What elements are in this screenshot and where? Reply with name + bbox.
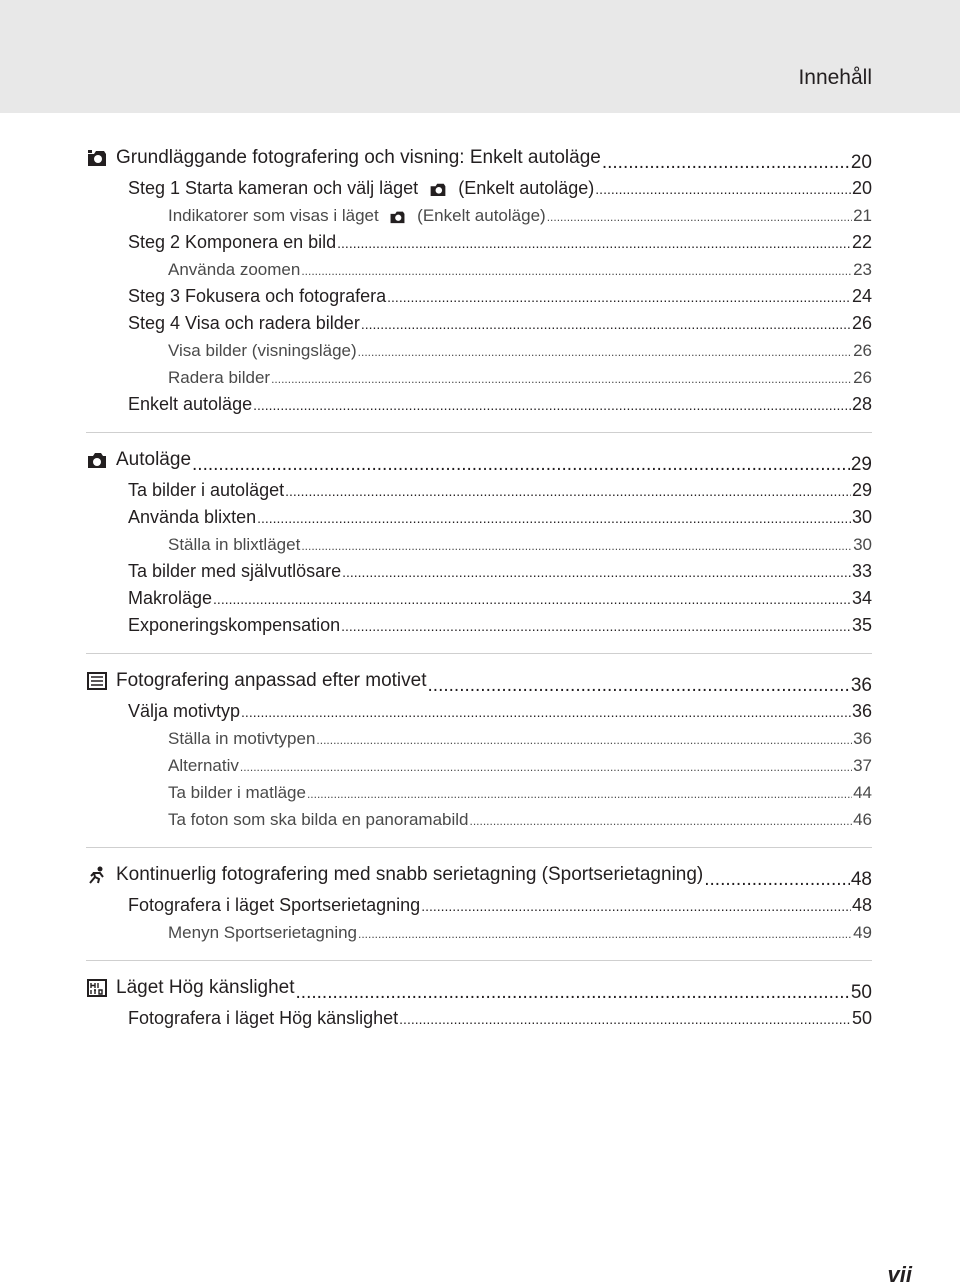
toc-page-number: 36 [851, 701, 872, 721]
toc-page-number: 29 [851, 480, 872, 500]
toc-page-number: 49 [853, 923, 872, 942]
easy-auto-mode-icon [86, 148, 108, 168]
table-of-contents [86, 137, 872, 1046]
camera-auto-mode-icon [86, 450, 108, 470]
sport-continuous-icon [86, 865, 108, 885]
toc-page-number: 28 [851, 394, 872, 414]
toc-entry[interactable]: Menyn Sportserietagning ..... 49 [86, 919, 872, 946]
header-title: Innehåll [798, 66, 872, 89]
toc-entry[interactable]: Steg 1 Starta kameran och välj läget (Enkelt autoläge) ..... 20 [86, 175, 872, 202]
toc-page-number: 20 [850, 152, 872, 173]
toc-entry[interactable]: Steg 4 Visa och radera bilder ..... 26 [86, 310, 872, 337]
toc-section-sport [86, 847, 872, 960]
toc-page-number: 50 [850, 982, 872, 1003]
toc-entry[interactable]: Ta bilder med självutlösare ..... 33 [86, 558, 872, 585]
toc-entry[interactable]: Använda blixten ..... 30 [86, 504, 872, 531]
toc-page-number: 29 [850, 454, 872, 475]
toc-entry[interactable]: Visa bilder (visningsläge) ..... 26 [86, 337, 872, 364]
toc-section-auto [86, 432, 872, 653]
toc-entry[interactable]: Radera bilder ..... 26 [86, 364, 872, 391]
toc-page-number: 48 [851, 895, 872, 915]
toc-page-number: 46 [853, 810, 872, 829]
toc-entry[interactable]: Ta foton som ska bilda en panoramabild ..... 46 [86, 806, 872, 833]
toc-section-scene [86, 653, 872, 847]
high-sensitivity-icon [86, 978, 108, 998]
toc-chapter-title: Kontinuerlig fotografering med snabb serietagning (Sportserietagning) [116, 864, 704, 885]
toc-page-number: 30 [853, 535, 872, 554]
toc-page-number: 26 [851, 313, 872, 333]
easy-auto-mode-icon [389, 209, 406, 225]
toc-page-number: 36 [853, 729, 872, 748]
toc-entry[interactable]: Ta bilder i autoläget ..... 29 [86, 477, 872, 504]
toc-page-number: 21 [853, 206, 872, 225]
toc-page-number: 26 [853, 341, 872, 360]
toc-section-easy-auto [86, 141, 872, 432]
page-header [0, 0, 960, 113]
toc-page-number: 24 [851, 286, 872, 306]
toc-entry[interactable]: Steg 2 Komponera en bild ..... 22 [86, 229, 872, 256]
page-number: vii [887, 1262, 912, 1287]
toc-page-number: 48 [850, 869, 872, 890]
toc-entry[interactable]: Fotografera i läget Sportserietagning ..... 48 [86, 892, 872, 919]
toc-chapter-entry[interactable] [86, 858, 872, 892]
toc-chapter-entry[interactable] [86, 141, 872, 175]
toc-entry[interactable]: Ställa in motivtypen ..... 36 [86, 725, 872, 752]
toc-page-number: 50 [851, 1008, 872, 1028]
toc-page-number: 30 [851, 507, 872, 527]
toc-page-number: 37 [853, 756, 872, 775]
toc-chapter-title: Fotografering anpassad efter motivet [116, 670, 427, 691]
toc-entry[interactable]: Makroläge ..... 34 [86, 585, 872, 612]
toc-page-number: 35 [851, 615, 872, 635]
toc-entry[interactable]: Indikatorer som visas i läget (Enkelt autoläge) ..... 21 [86, 202, 872, 229]
toc-chapter-title: Grundläggande fotografering och visning: Enkelt autoläge [116, 147, 601, 168]
toc-chapter-title: Läget Hög känslighet [116, 977, 295, 998]
toc-entry[interactable]: Använda zoomen ..... 23 [86, 256, 872, 283]
toc-entry[interactable]: Enkelt autoläge ..... 28 [86, 391, 872, 418]
toc-chapter-entry[interactable] [86, 971, 872, 1005]
easy-auto-mode-icon [429, 181, 447, 198]
toc-entry[interactable]: Alternativ ..... 37 [86, 752, 872, 779]
toc-page-number: 33 [851, 561, 872, 581]
toc-page-number: 36 [850, 675, 872, 696]
toc-entry[interactable]: Ställa in blixtläget ..... 30 [86, 531, 872, 558]
toc-chapter-entry[interactable] [86, 443, 872, 477]
toc-page-number: 44 [853, 783, 872, 802]
toc-page-number: 26 [853, 368, 872, 387]
toc-entry[interactable]: Fotografera i läget Hög känslighet ..... 50 [86, 1005, 872, 1032]
toc-section-high-sensitivity [86, 960, 872, 1046]
toc-entry[interactable]: Exponeringskompensation ..... 35 [86, 612, 872, 639]
toc-page-number: 34 [851, 588, 872, 608]
toc-entry[interactable]: Ta bilder i matläge ..... 44 [86, 779, 872, 806]
toc-page-number: 22 [851, 232, 872, 252]
toc-chapter-entry[interactable] [86, 664, 872, 698]
scene-mode-icon [86, 671, 108, 691]
toc-page-number: 23 [853, 260, 872, 279]
toc-chapter-title: Autoläge [116, 449, 192, 470]
toc-page-number: 20 [851, 178, 872, 198]
toc-entry[interactable]: Välja motivtyp ..... 36 [86, 698, 872, 725]
toc-entry[interactable]: Steg 3 Fokusera och fotografera ..... 24 [86, 283, 872, 310]
